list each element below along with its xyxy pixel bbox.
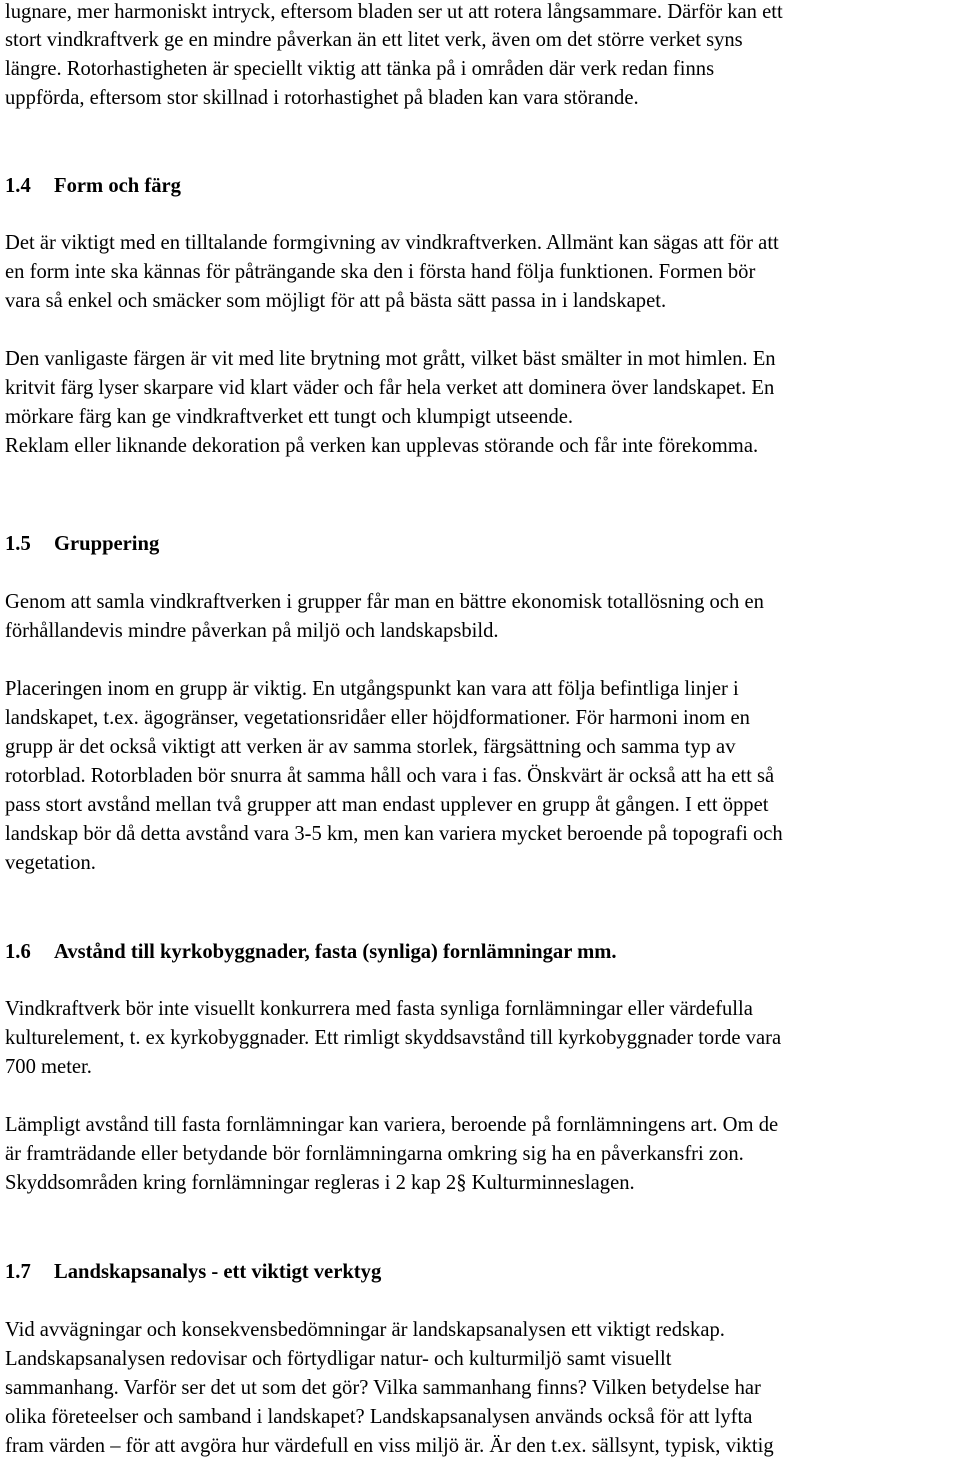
paragraph-line: Skyddsområden kring fornlämningar regleras i 2 kap 2§ Kulturminneslagen. <box>5 1172 635 1194</box>
section-heading-1-4 <box>5 172 181 200</box>
section-heading-1-6 <box>5 938 617 966</box>
paragraph-line: vegetation. <box>5 852 96 874</box>
paragraph-line: sammanhang. Varför ser det ut som det gör? Vilka sammanhang finns? Vilken betydelse har <box>5 1377 761 1399</box>
paragraph-line: är framträdande eller betydande bör fornlämningarna omkring sig ha en påverkansfri zon. <box>5 1143 744 1165</box>
paragraph-line: vara så enkel och smäcker som möjligt för att på bästa sätt passa in i landskapet. <box>5 290 667 312</box>
section-title: Gruppering <box>54 533 160 555</box>
paragraph-line: Landskapsanalysen redovisar och förtydligar natur- och kulturmiljö samt visuellt <box>5 1348 672 1370</box>
intro-line: uppförda, eftersom stor skillnad i rotorhastighet på bladen kan vara störande. <box>5 87 639 109</box>
paragraph-line: Det är viktigt med en tilltalande formgivning av vindkraftverken. Allmänt kan sägas att för att <box>5 232 779 254</box>
paragraph-line: rotorblad. Rotorbladen bör snurra åt samma håll och vara i fas. Önskvärt är också att ha ett så <box>5 765 775 787</box>
paragraph-line: kritvit färg lyser skarpare vid klart väder och får hela verket att dominera över landskapet. En <box>5 377 775 399</box>
section-heading-1-5 <box>5 530 159 558</box>
section-title: Landskapsanalys - ett viktigt verktyg <box>54 1261 382 1283</box>
intro-line: lugnare, mer harmoniskt intryck, eftersom bladen ser ut att rotera långsammare. Därför kan ett <box>5 1 783 23</box>
paragraph-line: grupp är det också viktigt att verken är av samma storlek, färgsättning och samma typ av <box>5 736 736 758</box>
paragraph-line: kulturelement, t. ex kyrkobyggnader. Ett rimligt skyddsavstånd till kyrkobyggnader torde vara <box>5 1027 782 1049</box>
paragraph-line: olika företeelser och samband i landskapet? Landskapsanalysen används också för att lyfta <box>5 1406 753 1428</box>
paragraph-line: pass stort avstånd mellan två grupper att man endast upplever en grupp åt gången. I ett öppet <box>5 794 769 816</box>
paragraph-line: Lämpligt avstånd till fasta fornlämningar kan variera, beroende på fornlämningens art. Om de <box>5 1114 779 1136</box>
paragraph-line: mörkare färg kan ge vindkraftverket ett tungt och klumpigt utseende. <box>5 406 574 428</box>
paragraph-line: landskap bör då detta avstånd vara 3-5 km, men kan variera mycket beroende på topografi och <box>5 823 783 845</box>
paragraph-line: Genom att samla vindkraftverken i grupper får man en bättre ekonomisk totallösning och en <box>5 591 764 613</box>
section-heading-1-7 <box>5 1258 381 1286</box>
paragraph-line: Placeringen inom en grupp är viktig. En utgångspunkt kan vara att följa befintliga linjer i <box>5 678 739 700</box>
paragraph-line: en form inte ska kännas för påträngande ska den i första hand följa funktionen. Formen bör <box>5 261 756 283</box>
section-number: 1.4 <box>5 175 31 197</box>
paragraph-line: Vid avvägningar och konsekvensbedömningar är landskapsanalysen ett viktigt redskap. <box>5 1319 725 1341</box>
section-number: 1.7 <box>5 1261 31 1283</box>
intro-line: längre. Rotorhastigheten är speciellt viktig att tänka på i områden där verk redan finns <box>5 58 715 80</box>
intro-line: stort vindkraftverk ge en mindre påverkan än ett litet verk, även om det större verket syns <box>5 29 743 51</box>
paragraph-line: förhållandevis mindre påverkan på miljö och landskapsbild. <box>5 620 499 642</box>
section-title: Avstånd till kyrkobyggnader, fasta (synliga) fornlämningar mm. <box>54 941 617 963</box>
paragraph-line: fram värden – för att avgöra hur värdefull en viss miljö är. Är den t.ex. sällsynt, typisk, viktig <box>5 1435 774 1457</box>
paragraph-line: Den vanligaste färgen är vit med lite brytning mot grått, vilket bäst smälter in mot himlen. En <box>5 348 776 370</box>
paragraph-line: Vindkraftverk bör inte visuellt konkurrera med fasta synliga fornlämningar eller värdefulla <box>5 998 753 1020</box>
section-number: 1.5 <box>5 533 31 555</box>
paragraph-line: Reklam eller liknande dekoration på verken kan upplevas störande och får inte förekomma. <box>5 435 759 457</box>
paragraph-line: landskapet, t.ex. ägogränser, vegetationsridåer eller höjdformationer. För harmoni inom en <box>5 707 750 729</box>
section-number: 1.6 <box>5 941 31 963</box>
paragraph-line: 700 meter. <box>5 1056 92 1078</box>
section-title: Form och färg <box>54 175 181 197</box>
